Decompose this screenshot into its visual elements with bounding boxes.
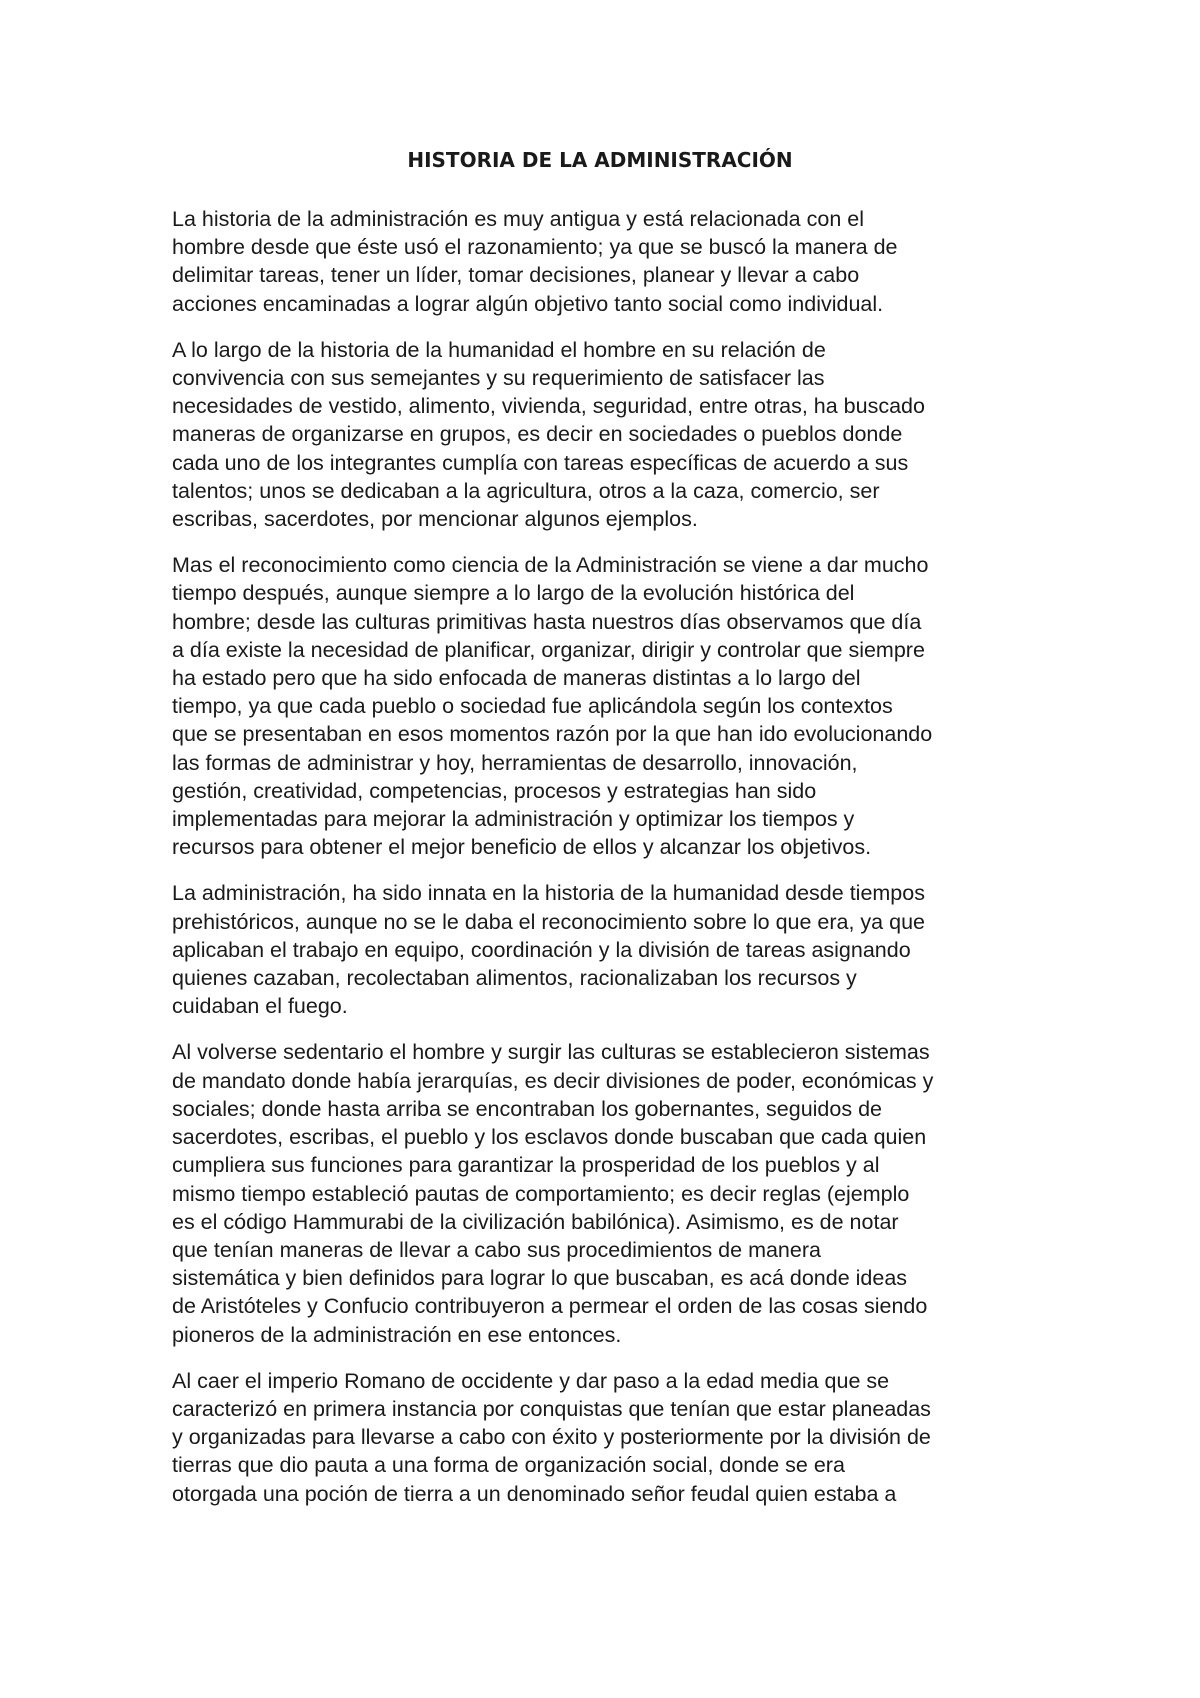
paragraph-line: necesidades de vestido, alimento, vivienda, seguridad, entre otras, ha buscado bbox=[172, 394, 925, 419]
paragraph-line: cuidaban el fuego. bbox=[172, 994, 348, 1019]
paragraph-line: gestión, creatividad, competencias, procesos y estrategias han sido bbox=[172, 778, 817, 803]
paragraph-line: convivencia con sus semejantes y su requerimiento de satisfacer las bbox=[172, 366, 825, 391]
paragraph-line: aplicaban el trabajo en equipo, coordinación y la división de tareas asignando bbox=[172, 937, 911, 962]
document-title: HISTORIA DE LA ADMINISTRACIÓN bbox=[407, 148, 793, 172]
paragraph bbox=[172, 336, 1042, 533]
paragraph-line: sociales; donde hasta arriba se encontraban los gobernantes, seguidos de bbox=[172, 1096, 882, 1121]
paragraph bbox=[172, 1038, 1042, 1348]
paragraph-line: de mandato donde había jerarquías, es decir divisiones de poder, económicas y bbox=[172, 1068, 934, 1093]
paragraph-line: que tenían maneras de llevar a cabo sus procedimientos de manera bbox=[172, 1237, 821, 1262]
paragraph-line: es el código Hammurabi de la civilización babilónica). Asimismo, es de notar bbox=[172, 1209, 899, 1234]
paragraph-line: A lo largo de la historia de la humanidad el hombre en su relación de bbox=[172, 337, 826, 362]
paragraph-line: acciones encaminadas a lograr algún objetivo tanto social como individual. bbox=[172, 291, 884, 316]
paragraph-line: cumpliera sus funciones para garantizar la prosperidad de los pueblos y al bbox=[172, 1153, 880, 1178]
paragraph-line: y organizadas para llevarse a cabo con éxito y posteriormente por la división de bbox=[172, 1425, 931, 1450]
paragraph-line: sistemática y bien definidos para lograr lo que buscaban, es acá donde ideas bbox=[172, 1266, 908, 1291]
paragraph-line: Al caer el imperio Romano de occidente y dar paso a la edad media que se bbox=[172, 1368, 890, 1393]
paragraph-line: mismo tiempo estableció pautas de comportamiento; es decir reglas (ejemplo bbox=[172, 1181, 910, 1206]
paragraph-line: las formas de administrar y hoy, herramientas de desarrollo, innovación, bbox=[172, 750, 858, 775]
paragraph-line: Mas el reconocimiento como ciencia de la Administración se viene a dar mucho bbox=[172, 553, 929, 578]
paragraph-line: La administración, ha sido innata en la historia de la humanidad desde tiempos bbox=[172, 881, 925, 906]
paragraph bbox=[172, 205, 1042, 318]
paragraph-line: tiempo después, aunque siempre a lo largo de la evolución histórica del bbox=[172, 581, 855, 606]
paragraph-line: quienes cazaban, recolectaban alimentos, racionalizaban los recursos y bbox=[172, 966, 857, 991]
paragraph-line: implementadas para mejorar la administración y optimizar los tiempos y bbox=[172, 807, 855, 832]
paragraph-line: tierras que dio pauta a una forma de organización social, donde se era bbox=[172, 1453, 845, 1478]
paragraph-line: caracterizó en primera instancia por conquistas que tenían que estar planeadas bbox=[172, 1396, 931, 1421]
paragraph-line: otorgada una poción de tierra a un denominado señor feudal quien estaba a bbox=[172, 1481, 897, 1506]
paragraph-line: pioneros de la administración en ese entonces. bbox=[172, 1322, 622, 1347]
paragraph-line: maneras de organizarse en grupos, es decir en sociedades o pueblos donde bbox=[172, 422, 903, 447]
paragraph-line: sacerdotes, escribas, el pueblo y los esclavos donde buscaban que cada quien bbox=[172, 1125, 927, 1150]
paragraph-line: que se presentaban en esos momentos razón por la que han ido evolucionando bbox=[172, 722, 933, 747]
paragraph-line: cada uno de los integrantes cumplía con tareas específicas de acuerdo a sus bbox=[172, 450, 909, 475]
paragraph bbox=[172, 551, 1042, 861]
paragraph bbox=[172, 1367, 1042, 1508]
paragraph bbox=[172, 879, 1042, 1020]
paragraph-line: recursos para obtener el mejor beneficio de ellos y alcanzar los objetivos. bbox=[172, 835, 872, 860]
paragraph-line: de Aristóteles y Confucio contribuyeron a permear el orden de las cosas siendo bbox=[172, 1294, 928, 1319]
paragraph-line: hombre desde que éste usó el razonamiento; ya que se buscó la manera de bbox=[172, 235, 898, 260]
paragraph-line: Al volverse sedentario el hombre y surgir las culturas se establecieron sistemas bbox=[172, 1040, 930, 1065]
paragraph-line: La historia de la administración es muy antigua y está relacionada con el bbox=[172, 207, 864, 231]
paragraph-line: ha estado pero que ha sido enfocada de maneras distintas a lo largo del bbox=[172, 666, 861, 691]
paragraph-line: tiempo, ya que cada pueblo o sociedad fue aplicándola según los contextos bbox=[172, 694, 893, 719]
paragraph-line: hombre; desde las culturas primitivas hasta nuestros días observamos que día bbox=[172, 609, 922, 634]
paragraph-line: delimitar tareas, tener un líder, tomar decisiones, planear y llevar a cabo bbox=[172, 263, 860, 288]
document-body bbox=[172, 205, 1042, 1526]
paragraph-line: escribas, sacerdotes, por mencionar algunos ejemplos. bbox=[172, 507, 698, 532]
paragraph-line: a día existe la necesidad de planificar, organizar, dirigir y controlar que siempre bbox=[172, 637, 925, 662]
paragraph-line: talentos; unos se dedicaban a la agricultura, otros a la caza, comercio, ser bbox=[172, 478, 880, 503]
paragraph-line: prehistóricos, aunque no se le daba el reconocimiento sobre lo que era, ya que bbox=[172, 909, 925, 934]
